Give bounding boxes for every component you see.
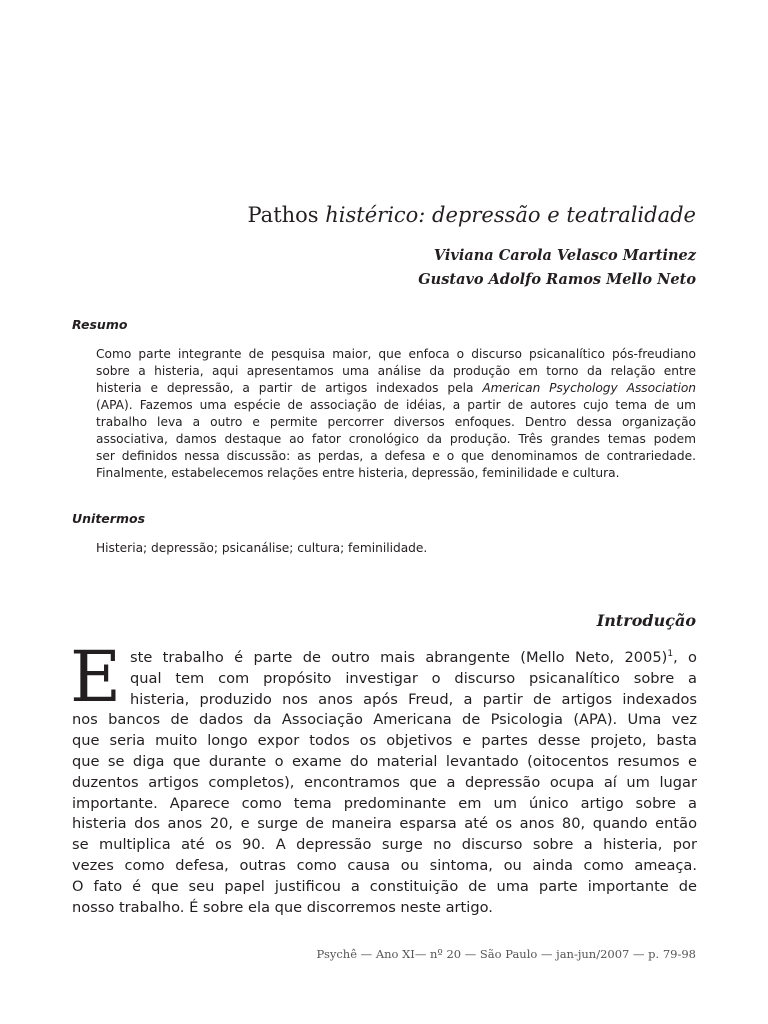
body-line: vezes como defesa, outras como causa ou sintoma, ou ainda como ameaça. xyxy=(72,856,697,874)
abstract-heading: Resumo xyxy=(72,317,128,332)
abstract-body xyxy=(96,346,696,482)
title-plain: Pathos xyxy=(247,203,319,227)
body-line: O fato é que seu papel justificou a constituição de uma parte importante de xyxy=(72,877,697,895)
body-line: que se diga que durante o exame do material levantado (oitocentos resumos e xyxy=(72,752,697,770)
author-2: Gustavo Adolfo Ramos Mello Neto xyxy=(418,271,696,288)
body-line: duzentos artigos completos), encontramos que a depressão ocupa aí um lugar xyxy=(72,773,697,791)
keywords-heading: Unitermos xyxy=(72,511,146,526)
abstract-line: (APA). Fazemos uma espécie de associação de idéias, a partir de autores cujo tema de um xyxy=(96,398,696,412)
body-line: histeria, produzido nos anos após Freud, a partir de artigos indexados xyxy=(130,690,697,708)
keywords-text: Histeria; depressão; psicanálise; cultura; feminilidade. xyxy=(96,541,428,555)
body-line-text: , o xyxy=(673,649,697,666)
abstract-line-text: histeria e depressão, a partir de artigos indexados pela xyxy=(96,381,474,395)
body-line: que seria muito longo expor todos os objetivos e partes desse projeto, basta xyxy=(72,732,697,750)
title-italic: histérico: depressão e teatralidade xyxy=(325,203,696,227)
body-line: nos bancos de dados da Associação Americana de Psicologia (APA). Uma vez xyxy=(72,711,697,729)
body-line-text: ste trabalho é parte de outro mais abrangente (Mello Neto, 2005) xyxy=(130,649,668,666)
abstract-italic-term: American Psychology Association xyxy=(482,381,697,395)
introduction-heading: Introdução xyxy=(596,611,696,630)
body-line: nosso trabalho. É sobre ela que discorremos neste artigo. xyxy=(72,898,493,916)
abstract-line: ser definidos nessa discussão: as perdas, a defesa e o que denominamos de contrariedade. xyxy=(96,449,696,463)
abstract-line xyxy=(96,380,696,397)
body-line xyxy=(72,648,697,669)
introduction-body xyxy=(72,648,697,918)
footnote-ref: 1 xyxy=(667,649,674,660)
abstract-line: Como parte integrante de pesquisa maior, que enfoca o discurso psicanalítico pós-freudiano xyxy=(96,347,696,361)
drop-cap: E xyxy=(70,636,122,718)
body-line: se multiplica até os 90. A depressão surge no discurso sobre a histeria, por xyxy=(72,836,697,854)
body-line: importante. Aparece como tema predominante em um único artigo sobre a xyxy=(72,794,697,812)
author-1: Viviana Carola Velasco Martinez xyxy=(433,247,696,264)
abstract-line: trabalho leva a outro e permite percorrer diversos enfoques. Dentro dessa organização xyxy=(96,415,696,429)
article-title xyxy=(72,200,696,230)
abstract-line: associativa, damos destaque ao fator cronológico da produção. Três grandes temas podem xyxy=(96,432,696,446)
body-line: histeria dos anos 20, e surge de maneira esparsa até os anos 80, quando então xyxy=(72,815,697,833)
abstract-line: sobre a histeria, aqui apresentamos uma análise da produção em torno da relação entre xyxy=(96,364,696,378)
body-line: qual tem com propósito investigar o discurso psicanalítico sobre a xyxy=(130,669,697,687)
abstract-line: Finalmente, estabelecemos relações entre histeria, depressão, feminilidade e cultura. xyxy=(96,466,620,480)
page-footer: Psychê — Ano XI— nº 20 — São Paulo — jan-jun/2007 — p. 79-98 xyxy=(316,947,696,961)
